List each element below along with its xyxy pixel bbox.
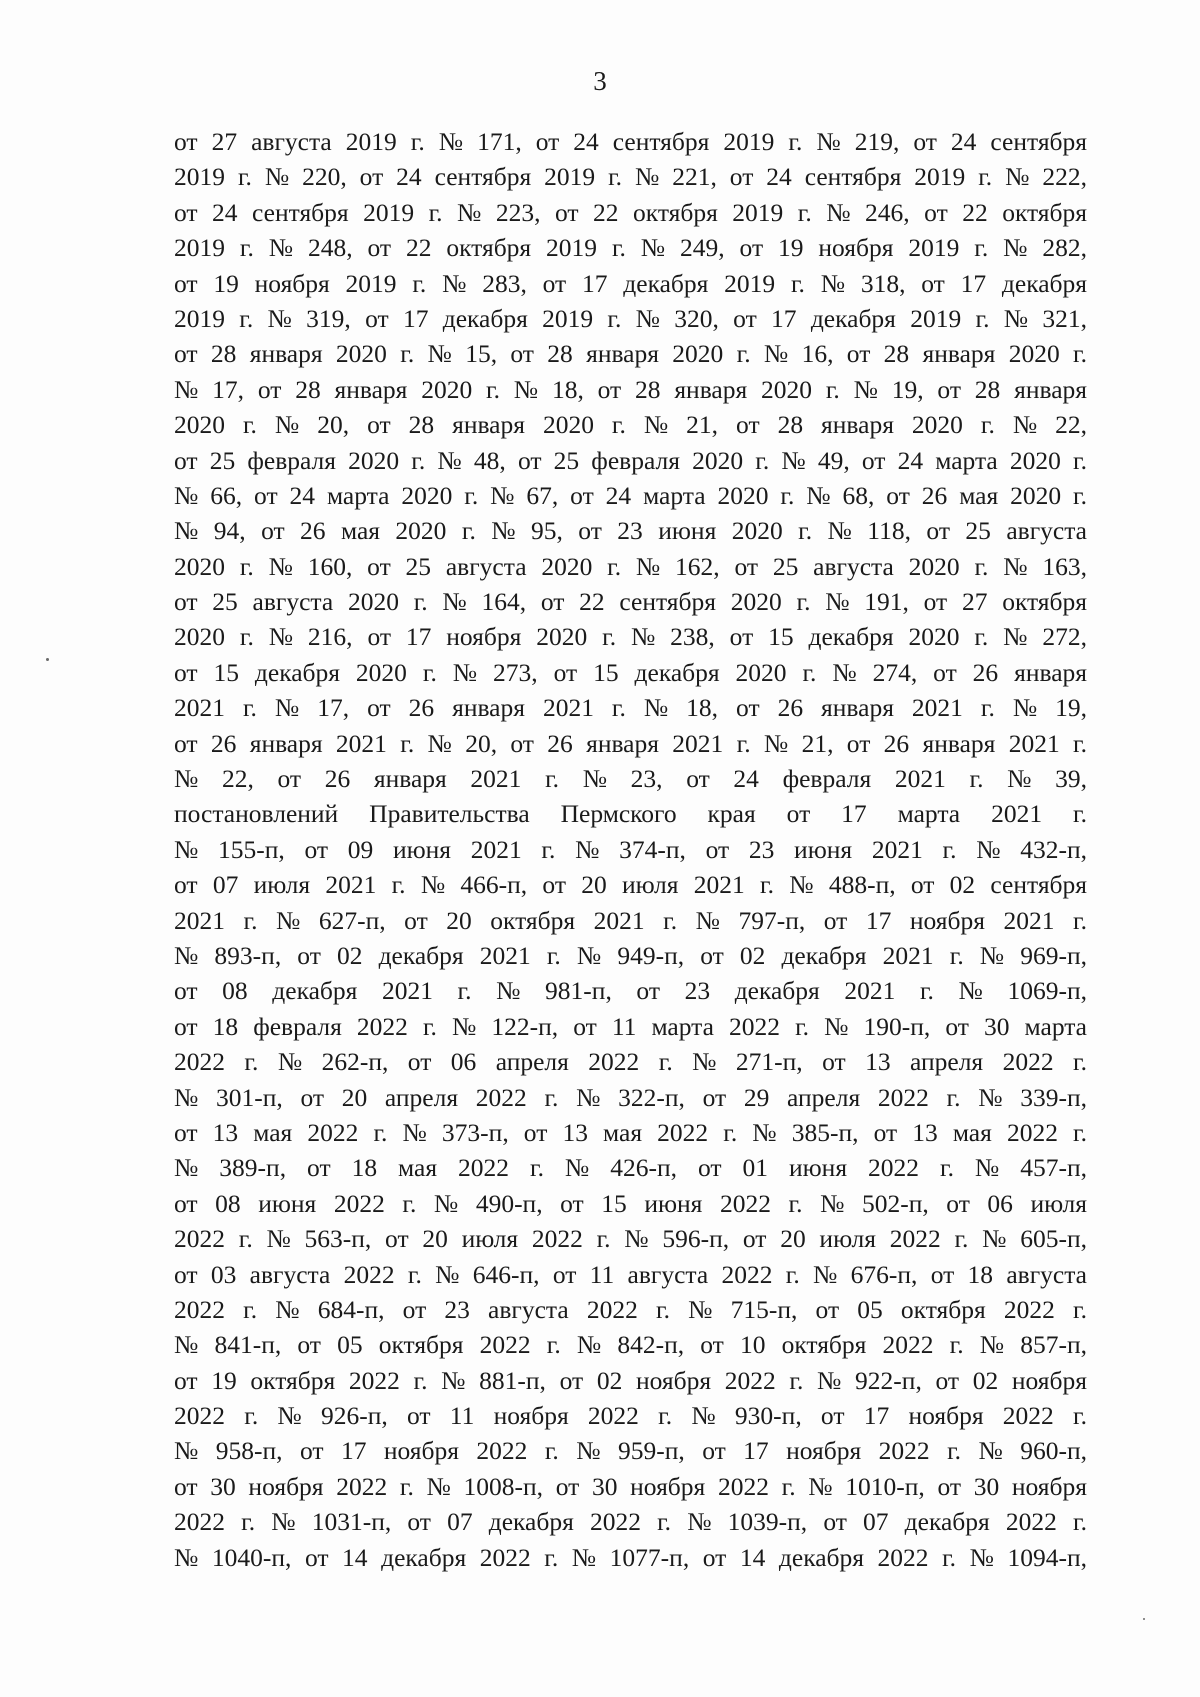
text-line: № 94, от 26 мая 2020 г. № 95, от 23 июня 2020 г. № 118, от 25 августа bbox=[174, 516, 1087, 546]
body-text bbox=[174, 124, 1087, 1575]
scan-speck bbox=[46, 658, 49, 661]
text-line: 2021 г. № 17, от 26 января 2021 г. № 18, от 26 января 2021 г. № 19, bbox=[174, 693, 1087, 723]
text-line: № 66, от 24 марта 2020 г. № 67, от 24 марта 2020 г. № 68, от 26 мая 2020 г. bbox=[174, 480, 1087, 510]
text-line: 2019 г. № 220, от 24 сентября 2019 г. № 221, от 24 сентября 2019 г. № 222, bbox=[174, 162, 1087, 192]
text-line: № 17, от 28 января 2020 г. № 18, от 28 января 2020 г. № 19, от 28 января bbox=[174, 374, 1087, 404]
text-line: от 19 октября 2022 г. № 881-п, от 02 ноября 2022 г. № 922-п, от 02 ноября bbox=[174, 1365, 1087, 1395]
page-number: 3 bbox=[593, 66, 607, 96]
text-line: № 958-п, от 17 ноября 2022 г. № 959-п, от 17 ноября 2022 г. № 960-п, bbox=[174, 1436, 1087, 1466]
text-line: 2019 г. № 248, от 22 октября 2019 г. № 249, от 19 ноября 2019 г. № 282, bbox=[174, 233, 1087, 263]
text-line: от 07 июля 2021 г. № 466-п, от 20 июля 2021 г. № 488-п, от 02 сентября bbox=[174, 870, 1087, 900]
text-line: 2022 г. № 684-п, от 23 августа 2022 г. № 715-п, от 05 октября 2022 г. bbox=[174, 1294, 1087, 1324]
text-line: от 19 ноября 2019 г. № 283, от 17 декабря 2019 г. № 318, от 17 декабря bbox=[174, 268, 1087, 298]
text-line: от 25 февраля 2020 г. № 48, от 25 февраля 2020 г. № 49, от 24 марта 2020 г. bbox=[174, 445, 1087, 475]
text-line: 2022 г. № 926-п, от 11 ноября 2022 г. № 930-п, от 17 ноября 2022 г. bbox=[174, 1401, 1087, 1431]
text-line: от 15 декабря 2020 г. № 273, от 15 декабря 2020 г. № 274, от 26 января bbox=[174, 657, 1087, 687]
text-line: от 27 августа 2019 г. № 171, от 24 сентября 2019 г. № 219, от 24 сентября bbox=[174, 127, 1087, 156]
text-line: № 155-п, от 09 июня 2021 г. № 374-п, от 23 июня 2021 г. № 432-п, bbox=[174, 834, 1087, 864]
text-line: 2020 г. № 20, от 28 января 2020 г. № 21, от 28 января 2020 г. № 22, bbox=[174, 410, 1087, 440]
text-line: от 08 июня 2022 г. № 490-п, от 15 июня 2022 г. № 502-п, от 06 июля bbox=[174, 1188, 1087, 1218]
text-line: от 03 августа 2022 г. № 646-п, от 11 августа 2022 г. № 676-п, от 18 августа bbox=[174, 1259, 1087, 1289]
text-line: 2022 г. № 1031-п, от 07 декабря 2022 г. № 1039-п, от 07 декабря 2022 г. bbox=[174, 1507, 1087, 1537]
text-line: от 25 августа 2020 г. № 164, от 22 сентября 2020 г. № 191, от 27 октября bbox=[174, 587, 1087, 617]
text-line: от 24 сентября 2019 г. № 223, от 22 октября 2019 г. № 246, от 22 октября bbox=[174, 197, 1087, 227]
text-line: от 13 мая 2022 г. № 373-п, от 13 мая 2022 г. № 385-п, от 13 мая 2022 г. bbox=[174, 1117, 1087, 1147]
text-line: 2019 г. № 319, от 17 декабря 2019 г. № 320, от 17 декабря 2019 г. № 321, bbox=[174, 303, 1087, 333]
text-line: от 18 февраля 2022 г. № 122-п, от 11 марта 2022 г. № 190-п, от 30 марта bbox=[174, 1011, 1087, 1041]
text-line: № 389-п, от 18 мая 2022 г. № 426-п, от 01 июня 2022 г. № 457-п, bbox=[174, 1153, 1087, 1183]
text-line: № 1040-п, от 14 декабря 2022 г. № 1077-п, от 14 декабря 2022 г. № 1094-п, bbox=[174, 1542, 1087, 1572]
text-line: 2020 г. № 216, от 17 ноября 2020 г. № 238, от 15 декабря 2020 г. № 272, bbox=[174, 622, 1087, 652]
text-line: от 30 ноября 2022 г. № 1008-п, от 30 ноября 2022 г. № 1010-п, от 30 ноября bbox=[174, 1471, 1087, 1501]
text-line: 2022 г. № 262-п, от 06 апреля 2022 г. № 271-п, от 13 апреля 2022 г. bbox=[174, 1047, 1087, 1077]
text-line: 2020 г. № 160, от 25 августа 2020 г. № 162, от 25 августа 2020 г. № 163, bbox=[174, 551, 1087, 581]
text-line: 2021 г. № 627-п, от 20 октября 2021 г. № 797-п, от 17 ноября 2021 г. bbox=[174, 905, 1087, 935]
text-line: № 893-п, от 02 декабря 2021 г. № 949-п, от 02 декабря 2021 г. № 969-п, bbox=[174, 940, 1087, 970]
text-line: от 28 января 2020 г. № 15, от 28 января 2020 г. № 16, от 28 января 2020 г. bbox=[174, 339, 1087, 369]
text-line: № 301-п, от 20 апреля 2022 г. № 322-п, от 29 апреля 2022 г. № 339-п, bbox=[174, 1082, 1087, 1112]
scan-speck bbox=[1143, 1618, 1145, 1620]
text-line: № 22, от 26 января 2021 г. № 23, от 24 февраля 2021 г. № 39, bbox=[174, 764, 1087, 794]
text-line: от 26 января 2021 г. № 20, от 26 января 2021 г. № 21, от 26 января 2021 г. bbox=[174, 728, 1087, 758]
text-line: от 08 декабря 2021 г. № 981-п, от 23 декабря 2021 г. № 1069-п, bbox=[174, 976, 1087, 1006]
text-line: 2022 г. № 563-п, от 20 июля 2022 г. № 596-п, от 20 июля 2022 г. № 605-п, bbox=[174, 1224, 1087, 1254]
text-line: постановлений Правительства Пермского края от 17 марта 2021 г. bbox=[174, 799, 1087, 829]
text-line: № 841-п, от 05 октября 2022 г. № 842-п, от 10 октября 2022 г. № 857-п, bbox=[174, 1330, 1087, 1360]
